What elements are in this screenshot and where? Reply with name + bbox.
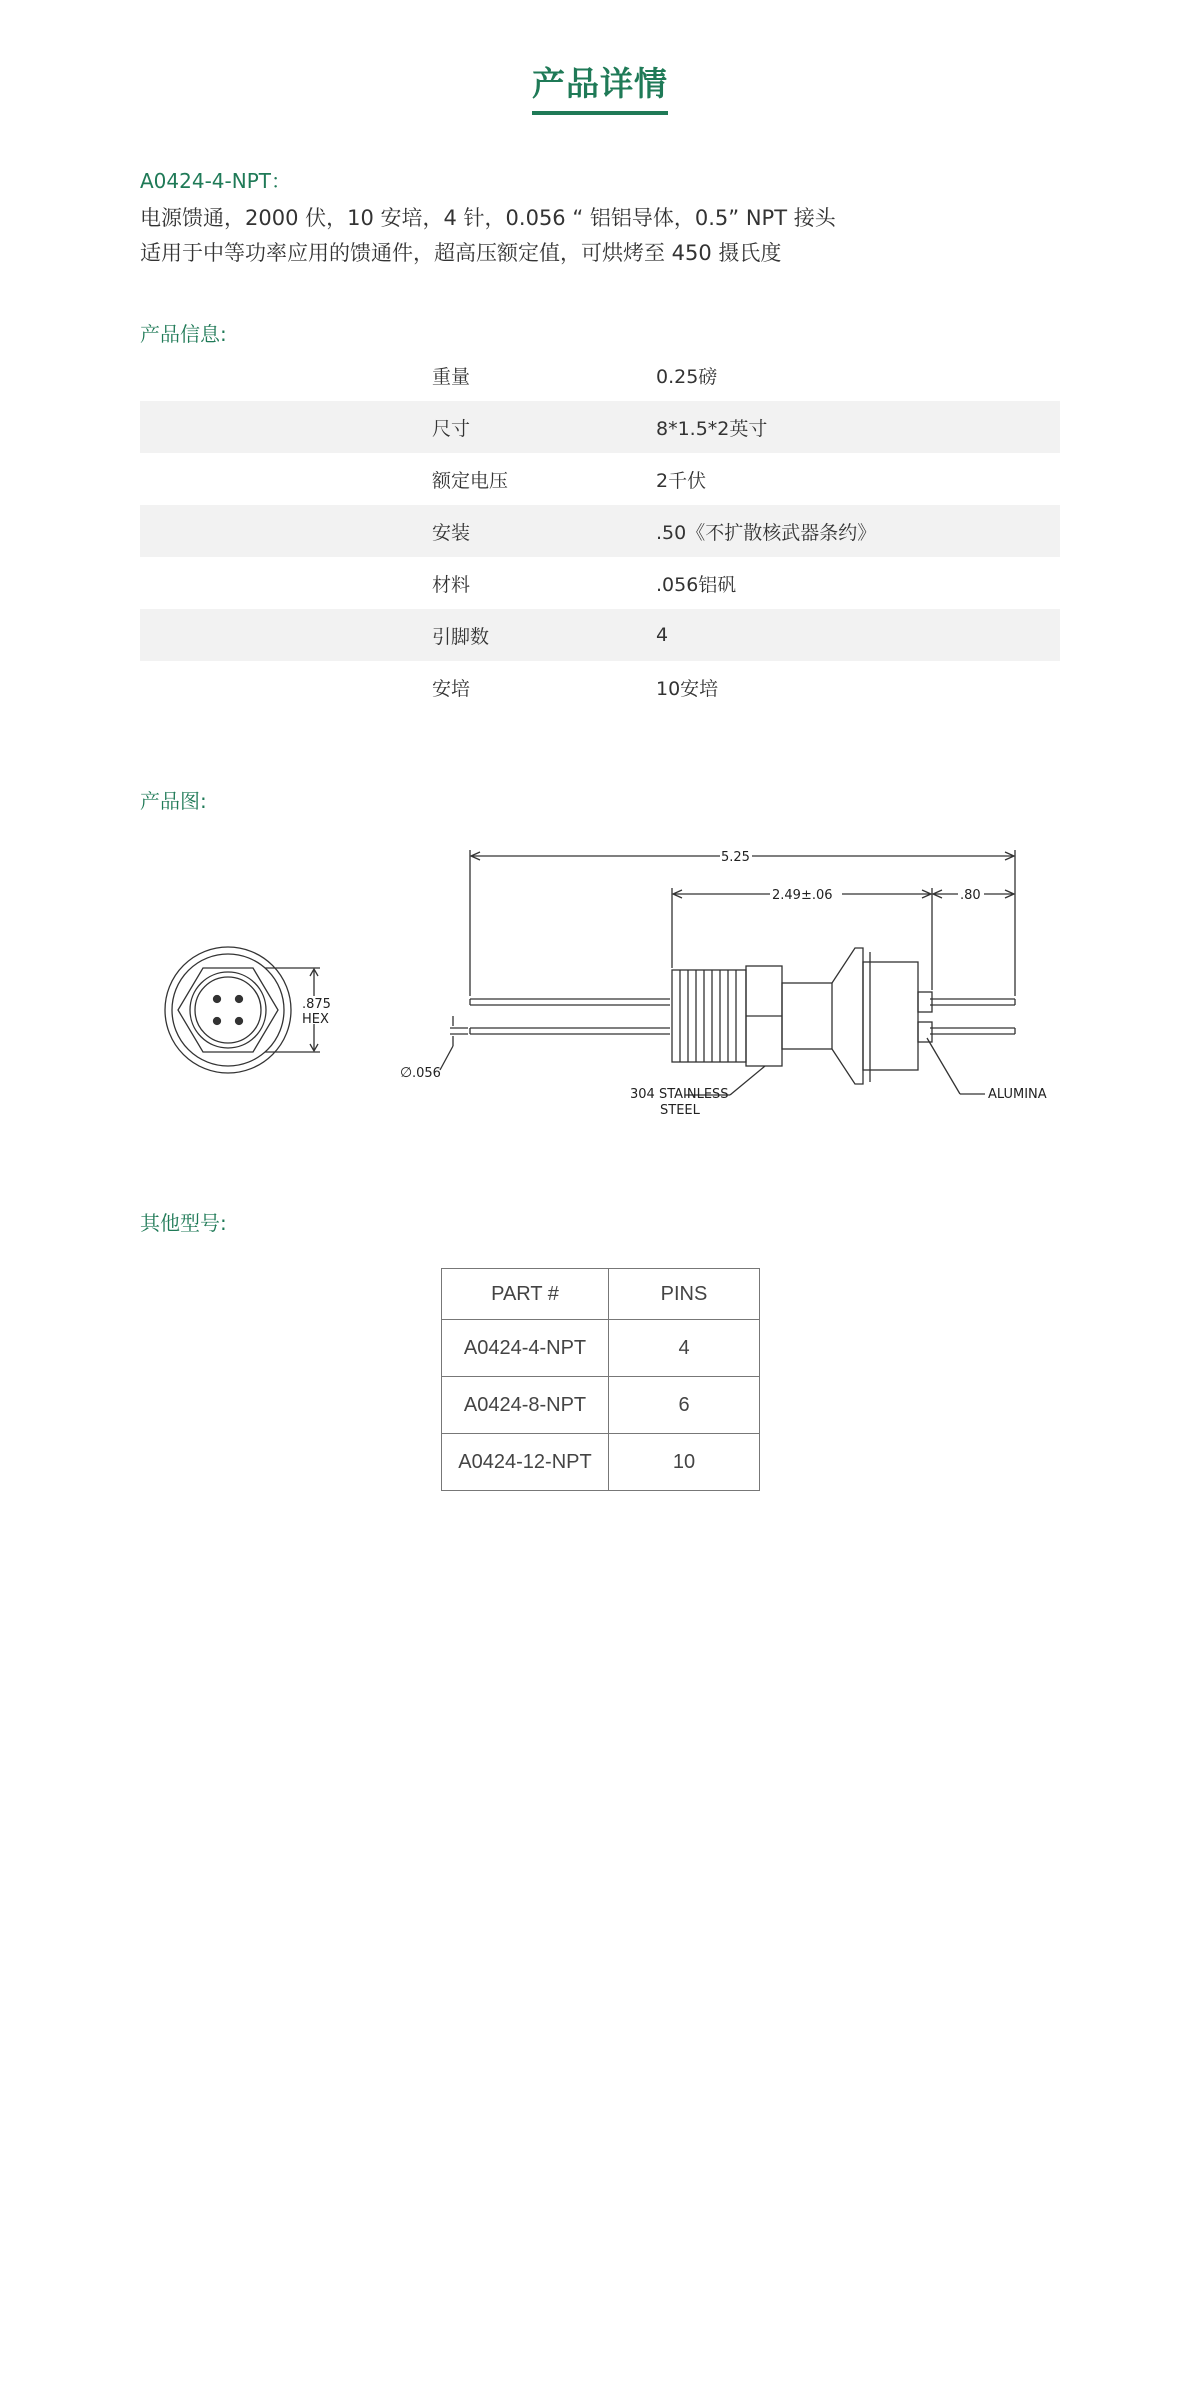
pins-cell: 10: [609, 1434, 760, 1491]
info-value: 8*1.5*2英寸: [656, 417, 768, 440]
end-view-outer-circle: [165, 947, 291, 1073]
model-label: A0424-4-NPT：: [140, 169, 291, 193]
page-title-text: 产品详情: [532, 58, 668, 115]
info-key: 重量: [432, 365, 471, 388]
description-line-2: 适用于中等功率应用的馈通件，超高压额定值，可烘烤至 450 摄氏度: [140, 241, 782, 265]
pins-cell: 6: [609, 1377, 760, 1434]
alumina-insulator: [863, 962, 918, 1070]
technical-drawing-svg: [140, 820, 1060, 1140]
product-info-table: [140, 349, 1060, 713]
info-value: 2千伏: [656, 469, 707, 492]
flange: [832, 948, 863, 1084]
info-row: [140, 505, 1060, 557]
product-technical-drawing: [140, 820, 1060, 1140]
info-value: 4: [656, 624, 669, 646]
table-row: [442, 1377, 760, 1434]
info-key: 引脚数: [432, 625, 490, 648]
info-value: 0.25磅: [656, 365, 718, 388]
steel-callout-line2: STEEL: [660, 1103, 700, 1118]
pin-diameter-label: .056: [412, 1066, 441, 1081]
info-row: [140, 557, 1060, 609]
table-header-row: [442, 1269, 760, 1320]
info-row: [140, 661, 1060, 713]
info-section-label: 产品信息:: [140, 322, 227, 346]
pin-extension-label: .80: [960, 888, 981, 903]
pin-dot: [236, 1018, 243, 1025]
diameter-symbol: ∅: [400, 1065, 413, 1081]
info-key: 尺寸: [432, 417, 471, 440]
info-row: [140, 401, 1060, 453]
info-key: 额定电压: [432, 469, 509, 492]
info-row: [140, 349, 1060, 401]
end-view-hex: [178, 968, 278, 1052]
models-section-label: 其他型号:: [140, 1211, 227, 1235]
pin-dot: [236, 996, 243, 1003]
figure-section-label: 产品图:: [140, 789, 207, 813]
overall-length-label: 5.25: [721, 850, 750, 865]
part-number-cell: A0424-4-NPT: [442, 1320, 609, 1377]
threaded-section: [672, 970, 746, 1062]
info-key: 安装: [432, 521, 471, 544]
info-value: 10安培: [656, 677, 719, 700]
column-header-pins: PINS: [609, 1269, 760, 1320]
page-title: [0, 58, 1200, 115]
other-models-table: [441, 1268, 760, 1491]
table-row: [442, 1434, 760, 1491]
pins-cell: 4: [609, 1320, 760, 1377]
neck: [782, 983, 832, 1049]
part-number-cell: A0424-8-NPT: [442, 1377, 609, 1434]
end-view-body-circle: [190, 972, 266, 1048]
info-row: [140, 609, 1060, 661]
steel-callout-line1: 304 STAINLESS: [630, 1087, 729, 1102]
info-value: .056铝矾: [656, 573, 737, 596]
pin-dot: [214, 996, 221, 1003]
info-row: [140, 453, 1060, 505]
end-view-inner-circle: [172, 954, 284, 1066]
part-number-cell: A0424-12-NPT: [442, 1434, 609, 1491]
column-header-part: PART #: [442, 1269, 609, 1320]
info-key: 材料: [432, 573, 471, 596]
info-value: .50《不扩散核武器条约》: [656, 521, 877, 544]
description-line-1: 电源馈通，2000 伏，10 安培，4 针，0.056 “ 铝铝导体，0.5” NPT 接头: [140, 206, 836, 230]
pin-dot: [214, 1018, 221, 1025]
hex-dimension-label: .875: [302, 997, 331, 1012]
alumina-callout: ALUMINA: [988, 1087, 1047, 1102]
body-length-label: 2.49±.06: [772, 888, 833, 903]
table-row: [442, 1320, 760, 1377]
hex-label: HEX: [302, 1012, 329, 1027]
info-key: 安培: [432, 677, 471, 700]
